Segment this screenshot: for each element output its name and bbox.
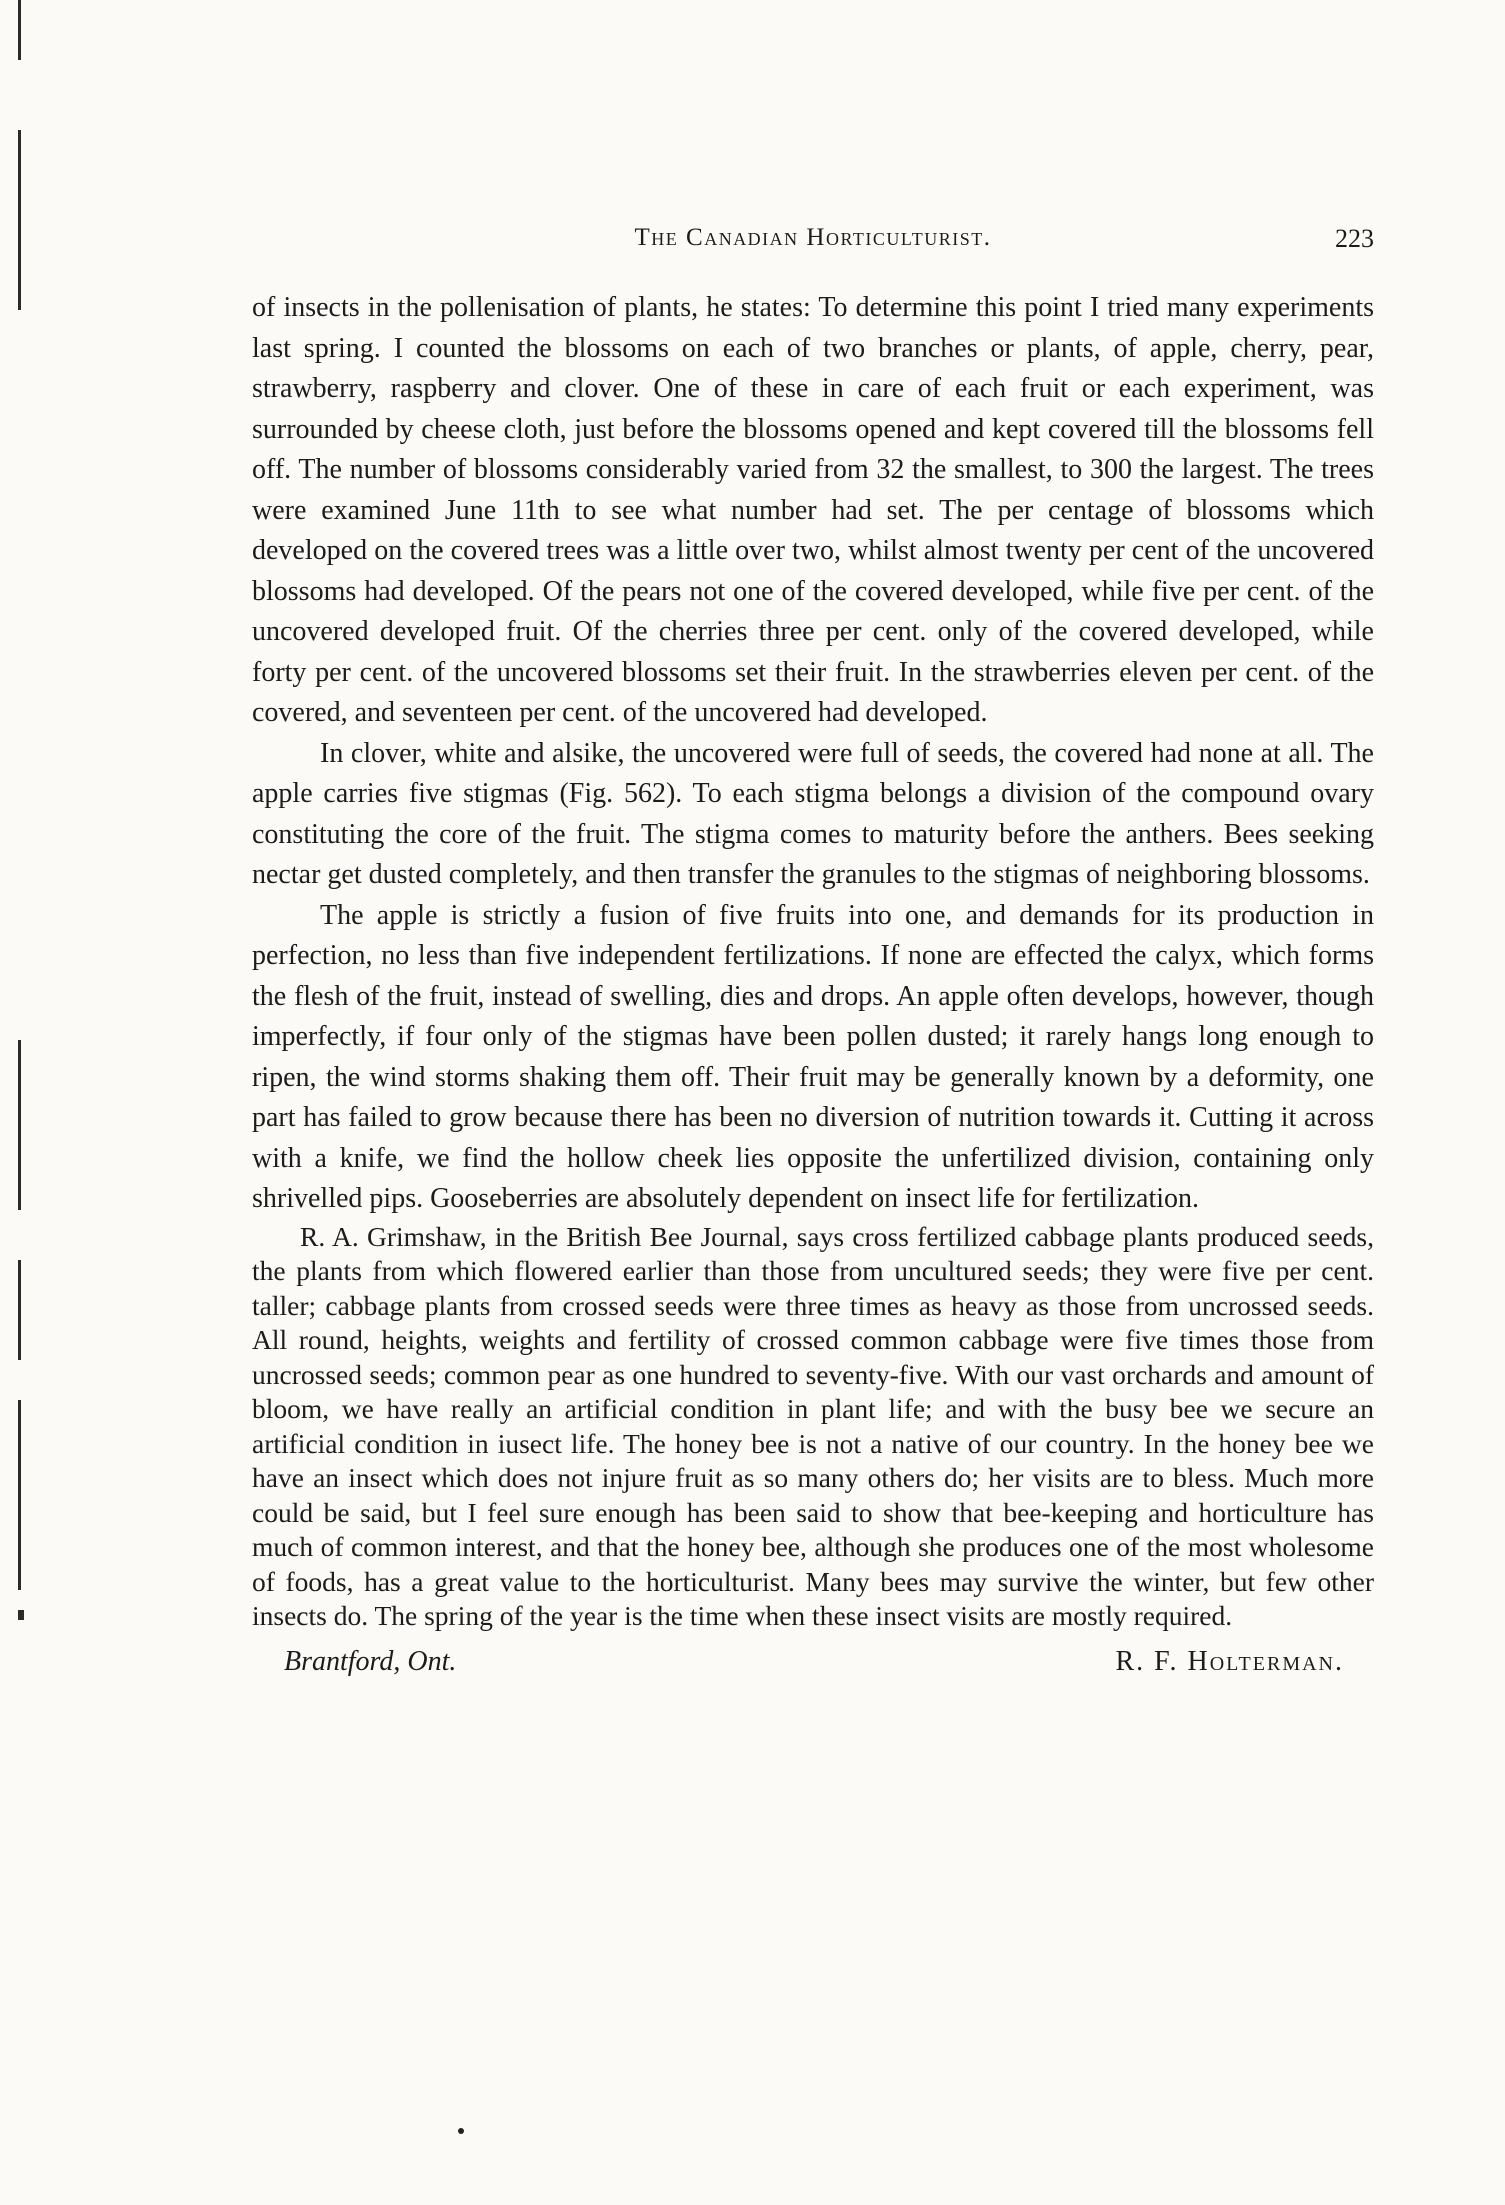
signoff-place: Brantford, Ont. — [284, 1645, 457, 1677]
paragraph-apple-fusion: The apple is strictly a fusion of five fruits into one, and demands for its production in perfection, no less than five independent fertilizations. If none are effected the calyx, which forms the flesh of the fruit, instead of swelling, dies and drops. An apple often develops, however, though imperfectly, if four only of the stigmas have been pollen dusted; it rarely hangs long enough to ripen, the wind storms shaking them off. Their fruit may be generally known by a deformity, one part has failed to grow because there has been no diversion of nutrition towards it. Cutting it across with a knife, we find the hollow cheek lies opposite the unfertilized division, containing only shrivelled pips. Gooseberries are absolutely dependent on insect life for fertilization. — [252, 899, 1374, 1214]
paragraph-grimshaw: R. A. Grimshaw, in the British Bee Journal, says cross fertilized cabbage plants produced seeds, the plants from which flowered earlier than those from uncultured seeds; they were five per cent. taller; cabbage plants from crossed seeds were three times as heavy as those from uncrossed seeds. All round, heights, weights and fertility of crossed common cabbage were five times those from uncrossed seeds; common pear as one hundred to seventy-five. With our vast orchards and amount of bloom, we have really an artificial condition in plant life; and with the busy bee we secure an artificial condition in iusect life. The honey bee is not a native of our country. In the honey bee we have an insect which does not injure fruit as so many others do; her visits are to bless. Much more could be said, but I feel sure enough has been said to show that bee-keeping and horticulture has much of common interest, and that the honey bee, although she produces one of the most wholesome of foods, has a great value to the horticulturist. Many bees may survive the winter, but few other insects do. The spring of the year is the time when these insect visits are mostly required. — [252, 1220, 1374, 1631]
signoff — [252, 1642, 1374, 1686]
page-number: 223 — [1335, 224, 1374, 253]
page — [252, 210, 1374, 1686]
running-title: The Canadian Horticulturist. — [634, 224, 992, 251]
paragraph-continued: of insects in the pollenisation of plants, he states: To determine this point I tried many experiments last spring. I counted the blossoms on each of two branches or plants, of apple, cherry, pear, strawberry, raspberry and clover. One of these in care of each fruit or each experiment, was surrounded by cheese cloth, just before the blossoms opened and kept covered till the blossoms fell off. The number of blossoms considerably varied from 32 the smallest, to 300 the largest. The trees were examined June 11th to see what number had set. The per centage of blossoms which developed on the covered trees was a little over two, whilst almost twenty per cent of the uncovered blossoms had developed. Of the pears not one of the covered developed, while five per cent. of the uncovered developed fruit. Of the cherries three per cent. only of the covered developed, while forty per cent. of the uncovered blossoms set their fruit. In the strawberries eleven per cent. of the covered, and seventeen per cent. of the uncovered had developed. — [252, 292, 1374, 728]
running-head — [252, 210, 1374, 260]
binding-edge — [18, 0, 24, 2205]
ink-speck — [458, 2128, 464, 2134]
paragraph-clover: In clover, white and alsike, the uncovered were full of seeds, the covered had none at all. The apple carries five stigmas (Fig. 562). To each stigma belongs a division of the compound ovary constituting the core of the fruit. The stigma comes to maturity before the anthers. Bees seeking nectar get dusted completely, and then transfer the granules to the stigmas of neighboring blossoms. — [252, 737, 1374, 890]
signoff-author: R. F. Holterman. — [1115, 1645, 1344, 1677]
